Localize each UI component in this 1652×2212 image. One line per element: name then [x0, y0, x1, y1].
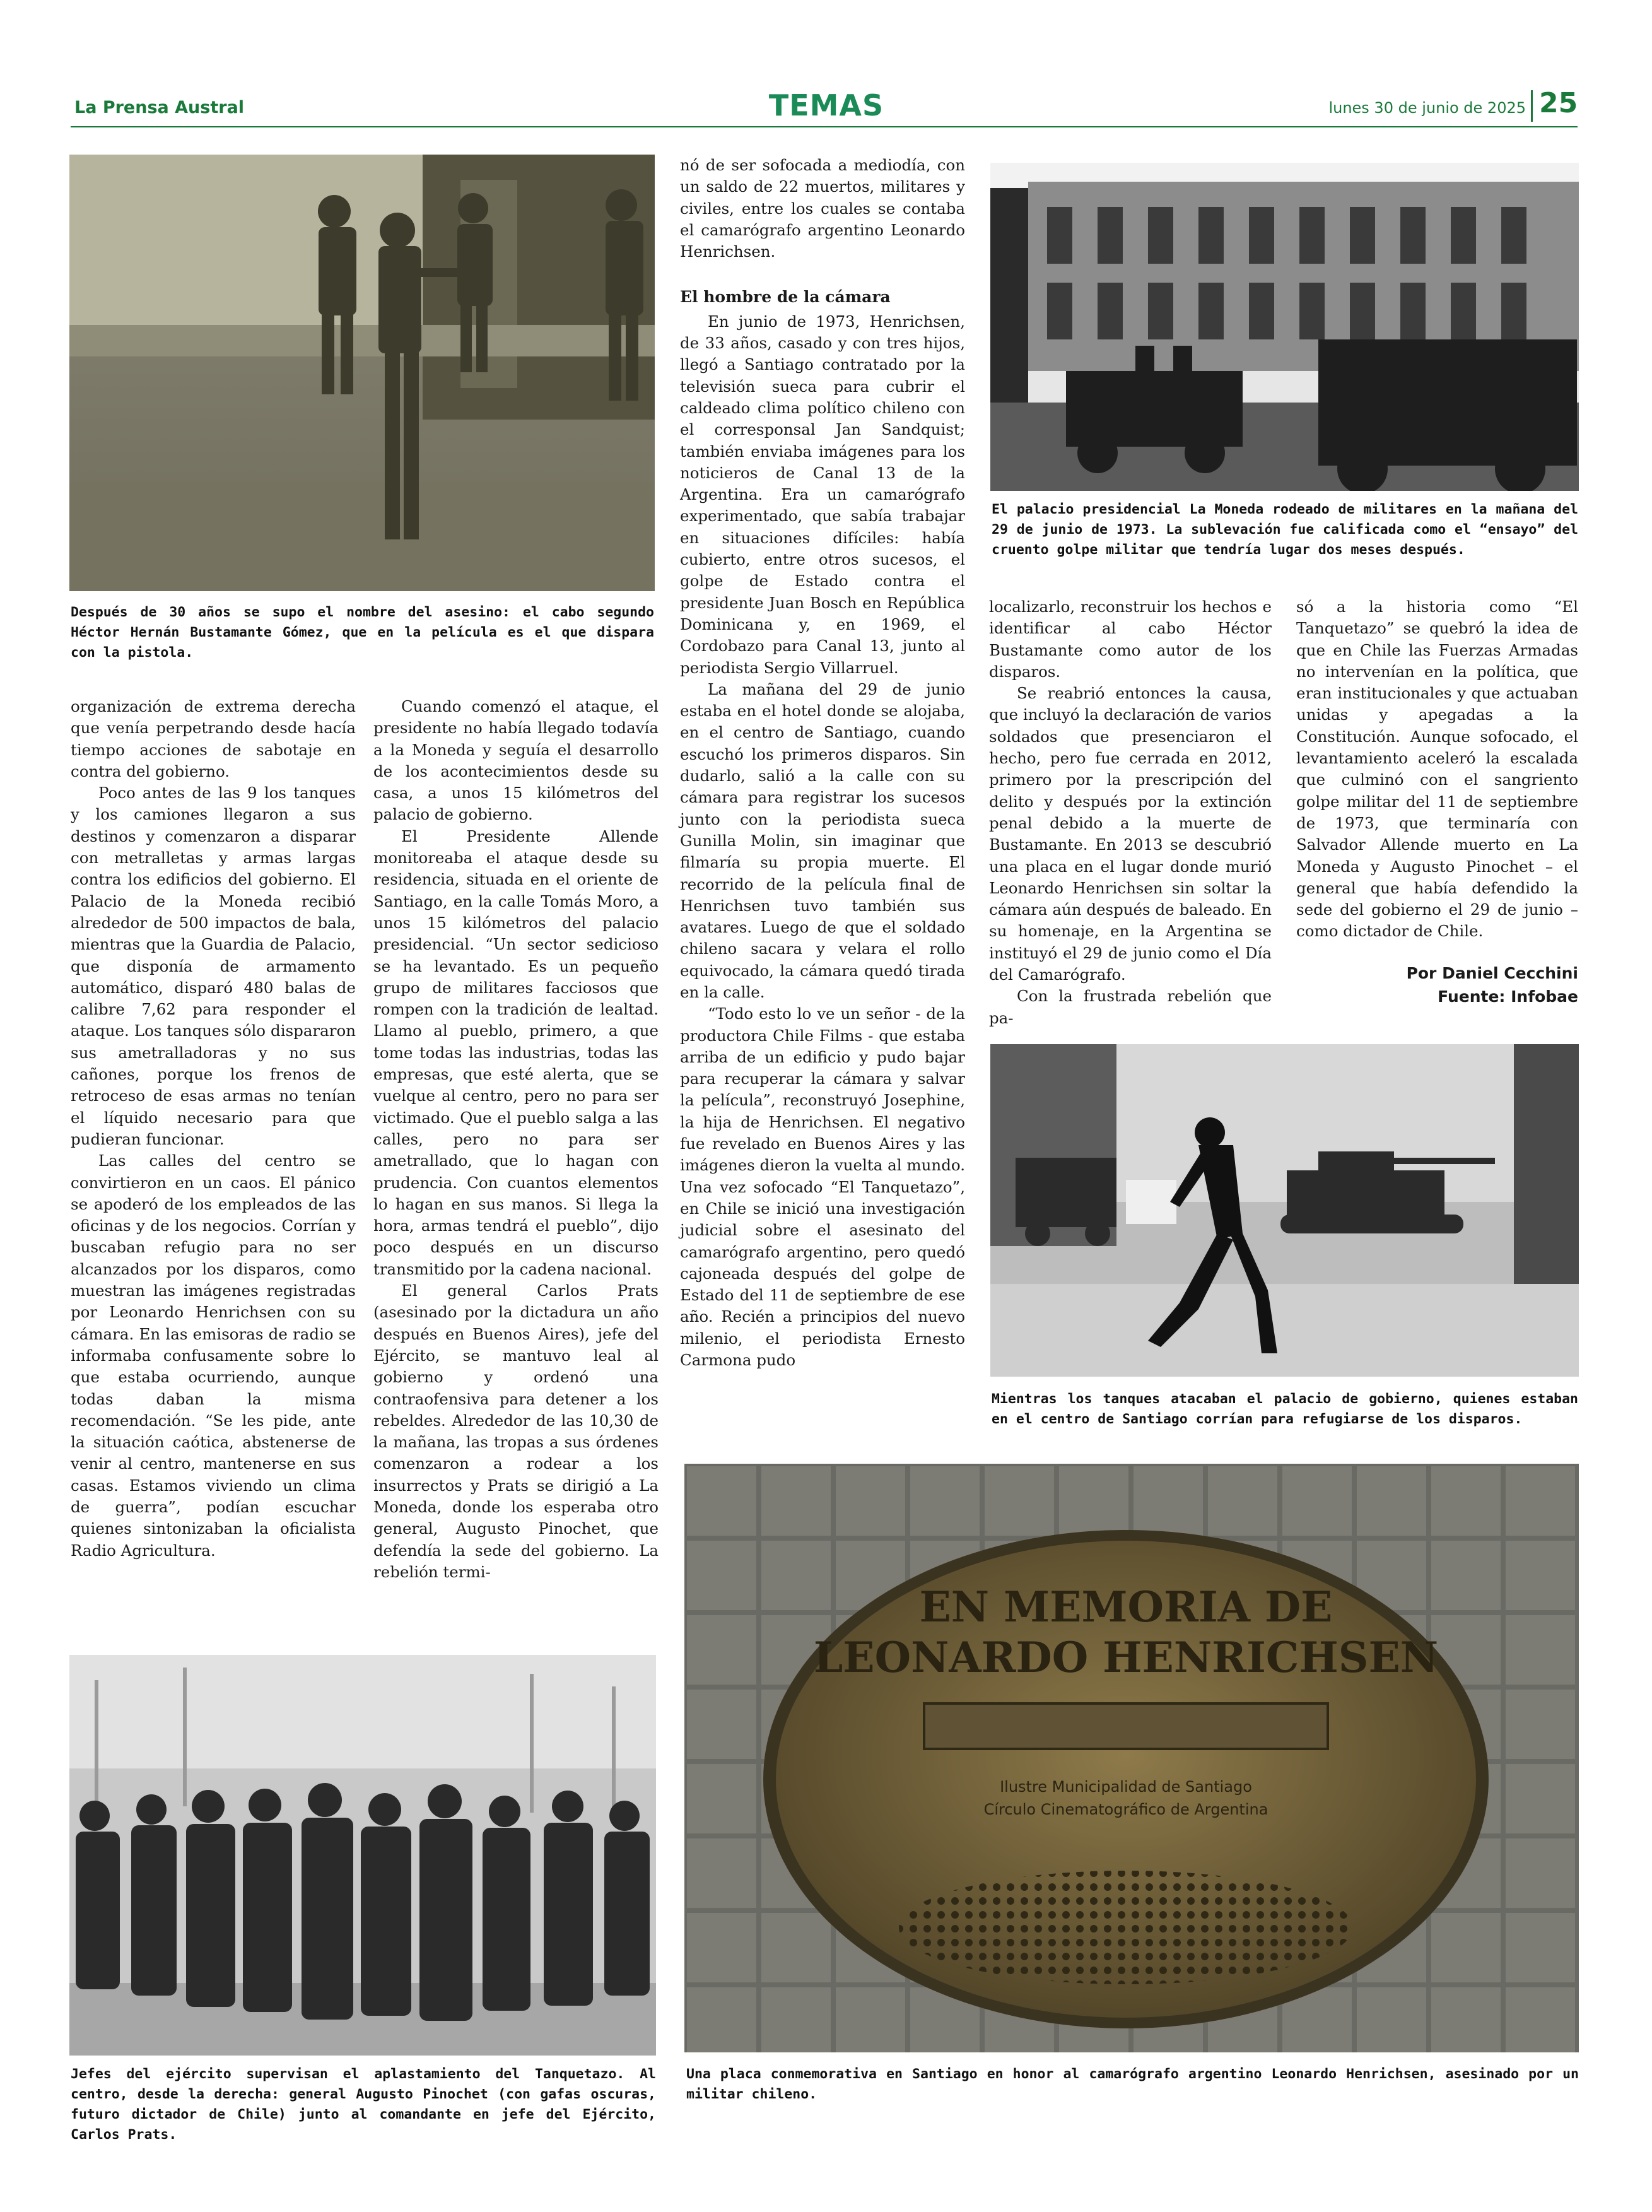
photo-running-man [990, 1044, 1579, 1377]
caption-memorial-plaque: Una placa conmemorativa en Santiago en honor al camarógrafo argentino Leonardo Henrichsen, asesinado por un militar chileno. [686, 2066, 1579, 2102]
paragraph: Cuando comenzó el ataque, el presidente no había llegado todavía a la Moneda y seguía el desarrollo de los acontecimientos desde su casa, a unos 15 kilómetros del palacio de gobierno. [373, 697, 659, 824]
paragraph: Poco antes de las 9 los tanques y los camiones llegaron a sus destinos y comenzaron a disparar con metralletas y armas largas contra los edificios del gobierno. El Palacio de la Moneda recibió alrededor de 500 impactos de bala, mientras que la Guardia de Palacio, que disponía de armamento automático, disparó 480 balas de calibre 7,62 para responder el ataque. Los tanques sólo dispararon sus ametralladoras y no sus cañones, porque los frenos de retroceso de esas armas no tenían el líquido necesario para que pudieran funcionar. [71, 784, 356, 1148]
la-moneda-image [990, 163, 1579, 491]
caption-soldiers-film: Después de 30 años se supo el nombre del asesino: el cabo segundo Héctor Hernán Bustamante Gómez, que en la película es el que dispara con la pistola. [71, 604, 654, 661]
article-column-4 [989, 596, 1272, 1029]
photo-army-chiefs [69, 1655, 656, 2056]
paragraph: localizarlo, reconstruir los hechos e identificar al cabo Héctor Bustamante como autor de los disparos. [989, 597, 1272, 681]
plaque-line-4: Círculo Cinematográfico de Argentina [983, 1801, 1268, 1818]
header-rule [71, 126, 1578, 127]
soldiers-film-image [69, 155, 655, 591]
photo-soldiers-film [69, 155, 655, 591]
paragraph: Las calles del centro se convirtieron en un caos. El pánico se apoderó de los empleados de las oficinas y de los negocios. Corrían y buscaban refugio para no ser alcanzados por los disparos, como muestran las imágenes registradas por Leonardo Henrichsen con su cámara. En las emisoras de radio se informaba confusamente sobre lo que estaba ocurriendo, aunque todas daban la misma recomendación. “Se les pide, ante la situación caótica, abstenerse de venir al centro, mantenerse en sus casas. Estamos viviendo un clima de guerra”, podían escuchar quienes sintonizaban la oficialista Radio Agricultura. [71, 1151, 356, 1560]
section-title: TEMAS [768, 88, 884, 122]
article-column-2 [373, 696, 659, 1583]
page-number: 25 [1539, 87, 1578, 119]
caption-army-chiefs: Jefes del ejército supervisan el aplastamiento del Tanquetazo. Al centro, desde la derecha: general Augusto Pinochet (con gafas oscuras, futuro dictador de Chile) junto al comandante en jefe del Ejército, Carlos Prats. [71, 2066, 656, 2143]
article-column-5 [1296, 596, 1578, 1008]
plaque-line-1: EN MEMORIA DE [919, 1582, 1333, 1632]
paragraph: “Todo esto lo ve un señor - de la productora Chile Films - que estaba arriba de un edificio y pudo bajar para recuperar la cámara y salvar la película”, reconstruyó Josephine, la hija de Henrichsen. El negativo fue revelado en Buenos Aires y las imágenes dieron la vuelta al mundo. Una vez sofocado “El Tanquetazo”, en Chile se inició una investigación judicial sobre el asesinato del camarógrafo argentino, pero quedó cajoneada después del golpe de Estado del 11 de septiembre de ese año. Recién a principios del nuevo milenio, el periodista Ernesto Carmona pudo [680, 1004, 965, 1370]
paragraph: En junio de 1973, Henrichsen, de 33 años, casado y con tres hijos, llegó a Santiago contratado por la televisión sueca para cubrir el caldeado clima político chileno con el corresponsal Jan Sandquist; también enviaba imágenes para los noticieros de Canal 13 de la Argentina. Era un camarógrafo experimentado, que sabía trabajar en situaciones difíciles: había cubierto, entre otros sucesos, el golpe de Estado contra el presidente Juan Bosch en República Dominicana y, en 1969, el Cordobazo para Canal 13, junto al periodista Sergio Villarruel. [680, 312, 965, 677]
header-separator [1531, 90, 1533, 122]
running-man-image [990, 1044, 1579, 1377]
article-column-1 [71, 696, 356, 1562]
paragraph: El general Carlos Prats (asesinado por la dictadura un año después en Buenos Aires), jefe del Ejército, se mantuvo leal al gobierno y ordenó una contraofensiva para detener a los rebeldes. Alrededor de las 10,30 de la mañana, las tropas a sus órdenes comenzaron a rodear a los insurrectos y Prats se dirigió a La Moneda, donde los esperaba otro general, Augusto Pinochet, que defendía la sede del gobierno. La rebelión termi- [373, 1281, 659, 1581]
caption-running-man: Mientras los tanques atacaban el palacio de gobierno, quienes estaban en el centro de Santiago corrían para refugiarse de los disparos. [992, 1391, 1578, 1427]
paragraph: só a la historia como “El Tanquetazo” se quebró la idea de que en Chile las Fuerzas Armadas no intervenían en la política, que eran institucionales y que actuaban unidas y apegadas a la Constitución. Aunque sofocado, el levantamiento aceleró la escalada que culminó con el sangriento golpe militar del 11 de septiembre de 1973, que terminaría con Salvador Allende muerto en La Moneda y Augusto Pinochet – el general que había defendido la sede del gobierno el 29 de junio – como dictador de Chile. [1296, 597, 1578, 941]
subheading: El hombre de la cámara [680, 288, 891, 307]
photo-memorial-plaque [684, 1464, 1579, 2052]
issue-date: lunes 30 de junio de 2025 [1328, 99, 1526, 117]
paragraph: La mañana del 29 de junio estaba en el hotel donde se alojaba, en el centro de Santiago, cuando escuchó los primeros disparos. Sin dudarlo, salió a la calle con su cámara para registrar los sucesos junto con la periodista sueca Gunilla Molin, sin imaginar que filmaría su propia muerte. El recorrido de la película final de Henrichsen tuvo también sus avatares. Luego de que el soldado chileno sacara y velara el rollo equivocado, la cámara quedó tirada en la calle. [680, 679, 965, 1001]
article-column-3 [680, 155, 965, 1371]
paragraph: El Presidente Allende monitoreaba el ataque desde su residencia, situada en el oriente de Santiago, en la calle Tomás Moro, a unos 15 kilómetros del palacio presidencial. “Un sector sedicioso se ha levantado. Es un pequeño grupo de militares facciosos que rompen con la tradición de lealtad. Llamo al pueblo, primero, a que tome todas las industrias, todas las empresas, que esté alerta, que se vuelque al centro, pero no para ser victimado. Que el pueblo salga a las calles, pero no para ser ametrallado, que lo hagan con prudencia. Con cuantos elementos lo hagan en sus manos. Si llega la hora, armas tendrá el pueblo”, dijo poco después en un discurso transmitido por la cadena nacional. [373, 827, 659, 1278]
paragraph: Con la frustrada rebelión que pa- [989, 987, 1272, 1027]
byline-source: Fuente: Infobae [1438, 987, 1578, 1006]
memorial-plaque-image [684, 1464, 1579, 2052]
plaque-line-3: Ilustre Municipalidad de Santiago [1000, 1778, 1252, 1796]
plaque-line-2: LEONARDO HENRICHSEN [813, 1633, 1439, 1682]
publication-name: La Prensa Austral [74, 98, 245, 117]
paragraph: Se reabrió entonces la causa, que incluyó la declaración de varios soldados que presenciaron el hecho, pero fue cerrada en 2012, primero por la prescripción del delito y después por la extinción penal debido a la muerte de Bustamante. En 2013 se descubrió una placa en el lugar donde murió Leonardo Henrichsen sin soltar la cámara aún después de baleado. En su homenaje, en la Argentina se instituyó el 29 de junio como el Día del Camarógrafo. [989, 684, 1272, 984]
army-chiefs-image [69, 1655, 656, 2056]
photo-la-moneda [990, 163, 1579, 491]
caption-la-moneda: El palacio presidencial La Moneda rodeado de militares en la mañana del 29 de junio de 1973. La sublevación fue calificada como el “ensayo” del cruento golpe militar que tendría lugar dos meses después. [992, 502, 1578, 558]
paragraph: nó de ser sofocada a mediodía, con un saldo de 22 muertos, militares y civiles, entre los cuales se contaba el camarógrafo argentino Leonardo Henrichsen. [680, 156, 965, 261]
byline-author: Por Daniel Cecchini [1406, 963, 1578, 982]
paragraph: organización de extrema derecha que venía perpetrando desde hacía tiempo acciones de sabotaje en contra del gobierno. [71, 697, 356, 780]
